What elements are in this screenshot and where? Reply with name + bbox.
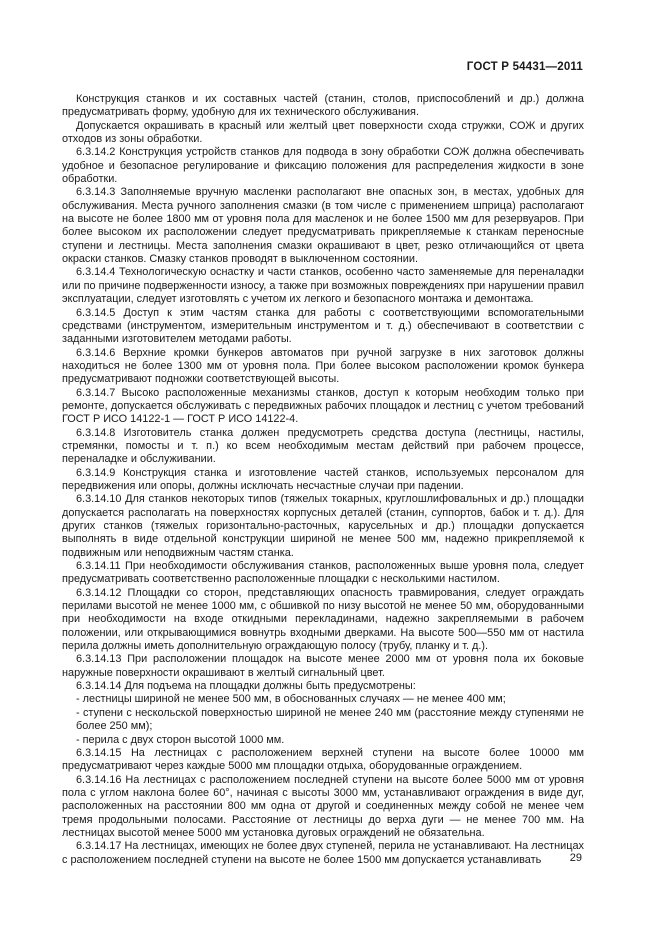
paragraph: 6.3.14.3 Заполняемые вручную масленки располагают вне опасных зон, в местах, удобных для обслуживания. Места ручного заполнения смазки (в том числе с применением шприца) располагают на высоте не более 1800 мм от уровня пола для масленок и не более 1500 мм для резервуаров. При более высоком их расположении следует предусматривать прикрепляемые к станкам переносные ступени и лестницы. Места заполнения смазки окрашивают в цвет, резко отличающийся от цвета окраски станков. Смазку станков проводят в выключенном состоянии. — [62, 186, 584, 266]
paragraph: 6.3.14.11 При необходимости обслуживания станков, расположенных выше уровня пола, следует предусматривать соответственно расположенные площадки с несколькими настилом. — [62, 560, 584, 586]
page-number: 29 — [569, 852, 582, 864]
paragraph: 6.3.14.16 На лестницах с расположением последней ступени на высоте более 5000 мм от уровня пола с углом наклона более 60°, начиная с высоты 3000 мм, устанавливают ограждения в виде дуг, расположенных на расстоянии 800 мм одна от другой и соединенных между собой не менее чем тремя продольными полосами. Расстояние от лестницы до верха дуги — не менее 700 мм. На лестницах высотой менее 5000 мм установка дуговых ограждений не обязательна. — [62, 773, 584, 839]
paragraph: 6.3.14.13 При расположении площадок на высоте менее 2000 мм от уровня пола их боковые наружные поверхности окрашивают в желтый сигнальный цвет. — [62, 653, 584, 679]
paragraph: 6.3.14.15 На лестницах с расположением верхней ступени на высоте более 10000 мм предусматривают через каждые 5000 мм площадки отдыха, оборудованные ограждением. — [62, 746, 584, 773]
paragraph: 6.3.14.9 Конструкция станка и изготовление частей станков, используемых персоналом для передвижения или опоры, должны исключать несчастные случаи при падении. — [62, 466, 584, 492]
paragraph: 6.3.14.8 Изготовитель станка должен предусмотреть средства доступа (лестницы, настилы, стремянки, помосты и т. п.) ко всем необходимым местам действий при рабочем процессе, переналадке и обслуживании. — [62, 426, 584, 466]
document-body — [62, 93, 584, 867]
list-item: - ступени с нескольской поверхностью шириной не менее 240 мм (расстояние между ступенями не более 250 мм); — [76, 706, 584, 733]
paragraph: 6.3.14.12 Площадки со сторон, представляющих опасность травмирования, следует ограждать перилами высотой не менее 1000 мм, с обшивкой по низу высотой не менее 50 мм, оборудованными при необходимости на входе откидными перекладинами, надежно закрепляемыми в рабочем положении, или открывающимися вовнутрь входными дверками. На высоте 500—550 мм от настила перила должны иметь дополнительную ограждающую полосу (трубу, планку и т. д.). — [62, 586, 584, 653]
paragraph: 6.3.14.7 Высоко расположенные механизмы станков, доступ к которым необходим только при ремонте, допускается обслуживать с передвижных рабочих площадок и лестниц с учетом требований ГОСТ Р ИСО 14122-1 — ГОСТ Р ИСО 14122-4. — [62, 386, 584, 426]
paragraph: 6.3.14.10 Для станков некоторых типов (тяжелых токарных, круглошлифовальных и др.) площадки допускается располагать на поверхностях корпусных деталей (станин, суппортов, бабок и т. д.). Для других станков (тяжелых горизонтально-расточных, карусельных и др.) площадки допускается выполнять в виде отдельной конструкции шириной не менее 500 мм, надежно прикрепляемой к подвижным или неподвижным частям станка. — [62, 493, 584, 559]
paragraph: 6.3.14.5 Доступ к этим частям станка для работы с соответствующими вспомогательными средствами (инструментом, измерительным инструментом и т. д.) обеспечивают в соответствии с заданными изготовителем методами работы. — [62, 306, 584, 346]
document-header: ГОСТ Р 54431—2011 — [466, 61, 583, 73]
paragraph: 6.3.14.4 Технологическую оснастку и части станков, особенно часто заменяемые для переналадки или по причине подверженности износу, а также при возможных повреждениях при нарушении правил эксплуатации, следует изготовлять с учетом их легкого и безопасного монтажа и демонтажа. — [62, 266, 584, 306]
paragraph: 6.3.14.17 На лестницах, имеющих не более двух ступеней, перила не устанавливают. На лестницах с расположением последней ступени на высоте не более 1500 мм допускается устанавливать — [62, 840, 584, 866]
paragraph: 6.3.14.14 Для подъема на площадки должны быть предусмотрены: — [76, 680, 416, 693]
paragraph: 6.3.14.6 Верхние кромки бункеров автоматов при ручной загрузке в них заготовок должны находиться не более 1300 мм от уровня пола. При более высоком расположении кромок бункера предусматривают подножки соответствующей высоты. — [62, 346, 584, 386]
paragraph: Допускается окрашивать в красный или желтый цвет поверхности схода стружки, СОЖ и других отходов из зоны обработки. — [62, 119, 584, 146]
paragraph: 6.3.14.2 Конструкция устройств станков для подвода в зону обработки СОЖ должна обеспечивать удобное и безопасное регулирование и фиксацию положения для распределения жидкости в зоне обработки. — [62, 146, 584, 186]
list-item: - перила с двух сторон высотой 1000 мм. — [76, 733, 285, 746]
list-item: - лестницы шириной не менее 500 мм, в обоснованных случаях — не менее 400 мм; — [76, 693, 506, 706]
paragraph: Конструкция станков и их составных частей (станин, столов, приспособлений и др.) должна предусматривать форму, удобную для их технического обслуживания. — [62, 93, 584, 119]
